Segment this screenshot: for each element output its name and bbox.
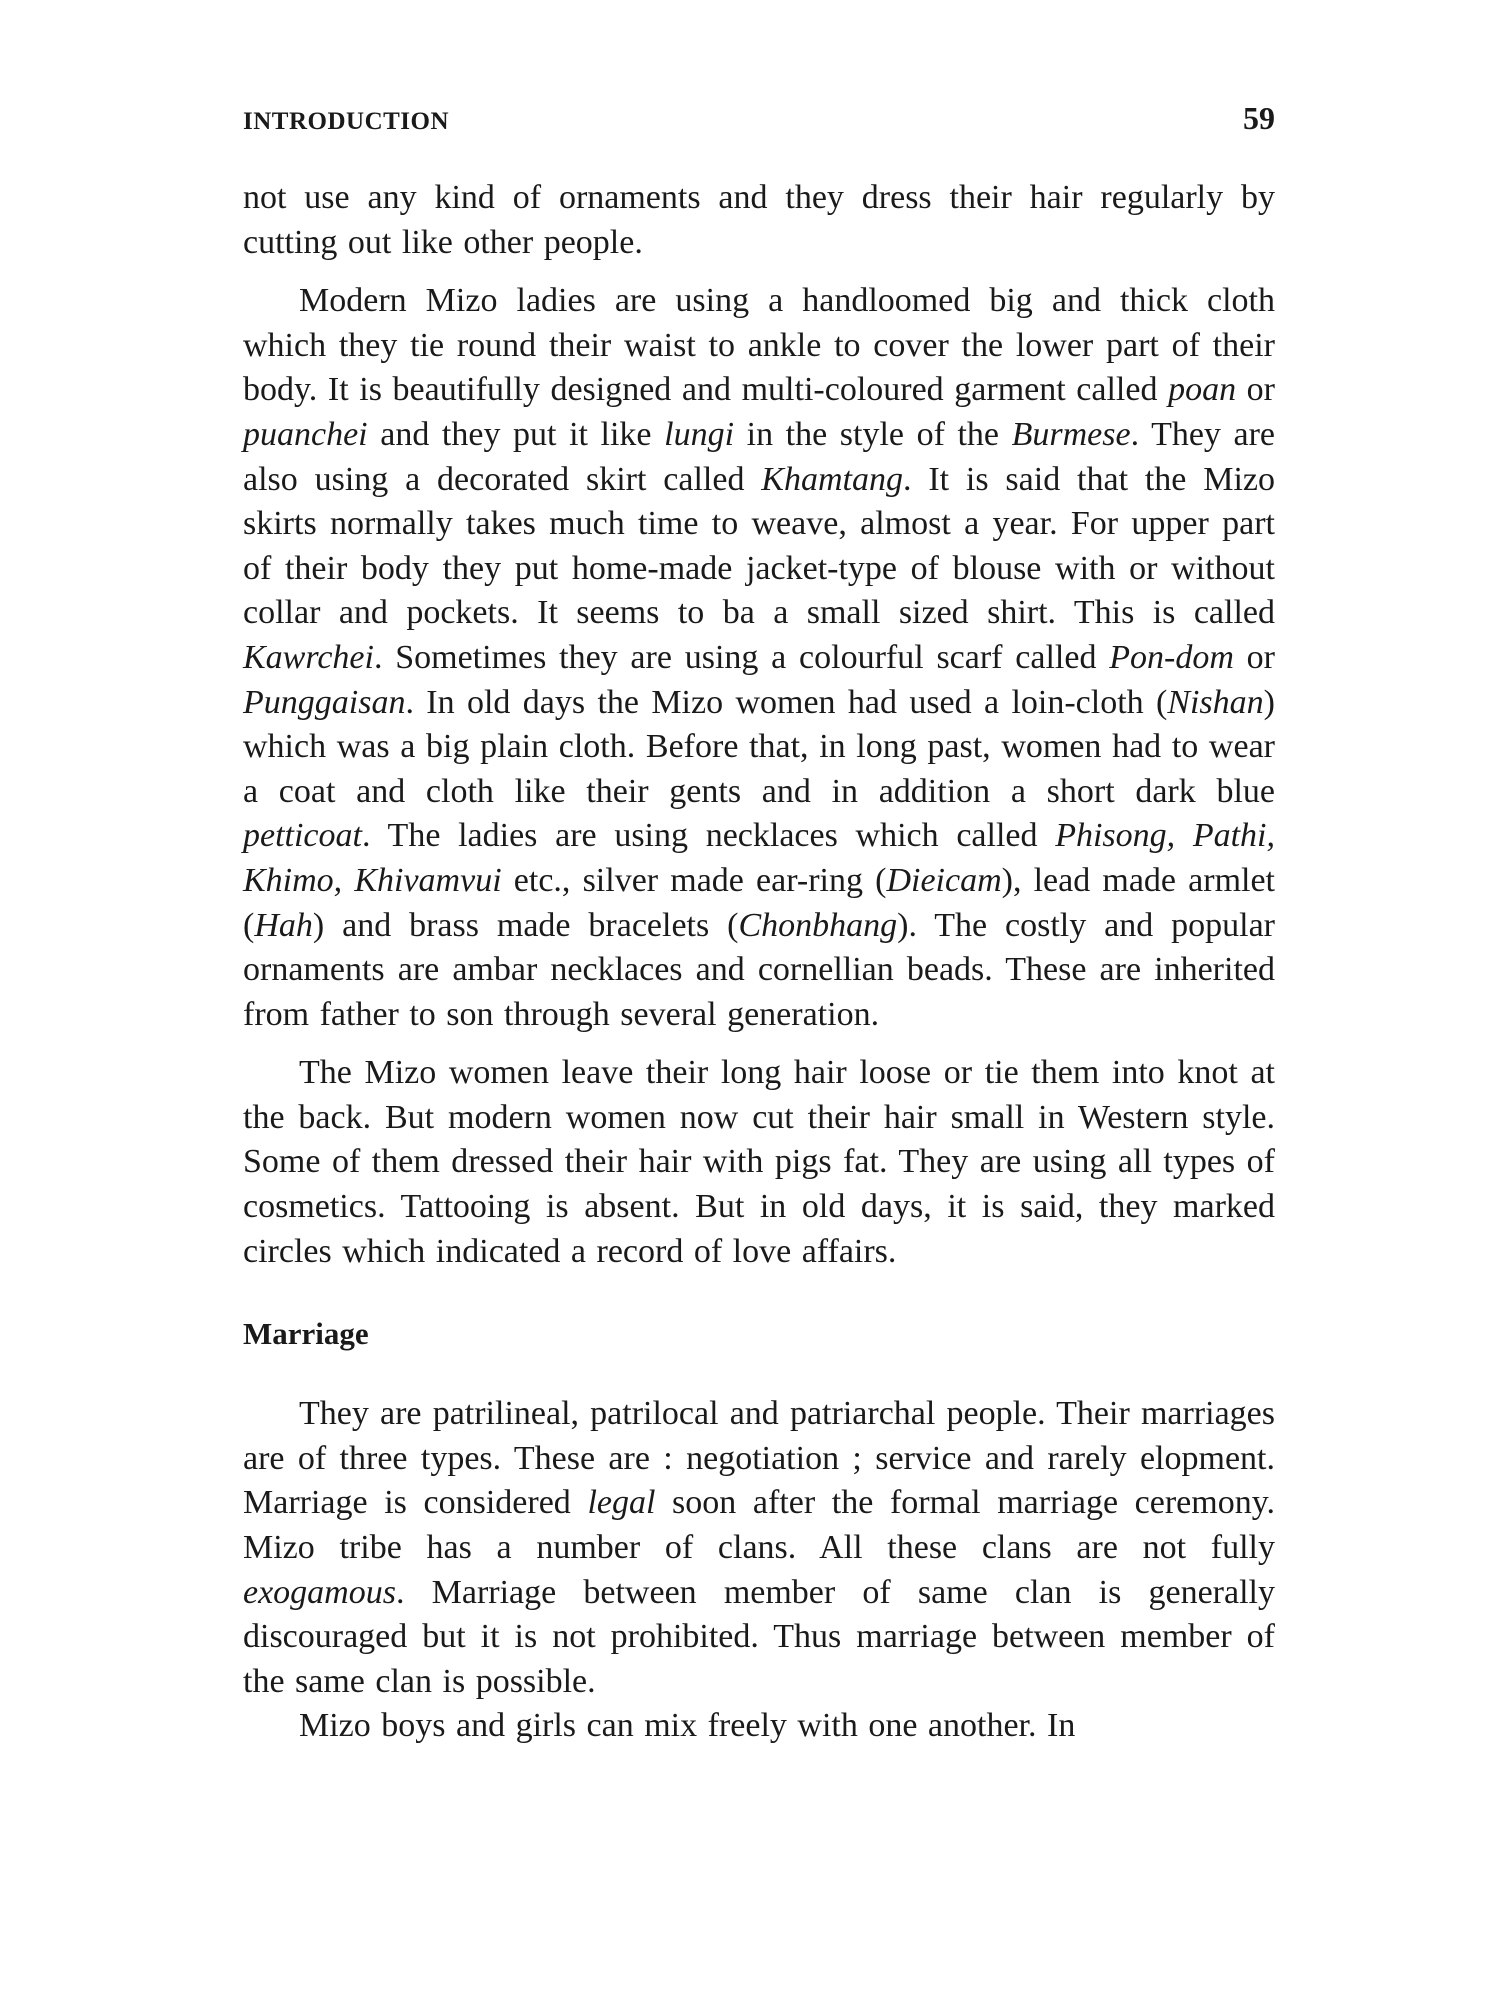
running-head	[243, 100, 1275, 148]
section-title: INTRODUCTION	[243, 108, 450, 135]
term-burmese: Burmese	[1011, 415, 1131, 453]
paragraph-continued: not use any kind of ornaments and they dress their hair regularly by cutting out like other people.	[243, 179, 1275, 261]
paragraph-marriage: They are patrilineal, patrilocal and patriarchal people. Their marriages are of three types. These are : negotiation ; service and rarely elopment. Marriage is considered legal soon after the formal marriage ceremony. Mizo tribe has a number of clans. All these clans are not fully exogamous. Marriage between member of same clan is generally discouraged but it is not prohibited. Thus marriage between member of the same clan is possible.	[243, 1395, 1276, 1700]
term-hah: Hah	[254, 906, 313, 944]
term-lungi: lungi	[664, 415, 735, 453]
section-heading-marriage: Marriage	[243, 1316, 369, 1352]
term-chonbhang: Chonbhang	[738, 906, 898, 944]
paragraph-hair: The Mizo women leave their long hair loose or tie them into knot at the back. But modern women now cut their hair small in Western style. Some of them dressed their hair with pigs fat. They are using all types of cosmetics. Tattooing is absent. But in old days, it is said, they marked circles which indicated a record of love affairs.	[243, 1054, 1275, 1270]
term-necklaces: Phisong, Pathi, Khimo, Khivamvui	[243, 817, 1275, 899]
term-khamtang: Khamtang	[761, 460, 903, 498]
term-legal: legal	[587, 1484, 656, 1522]
term-puanchei: puanchei	[243, 415, 368, 453]
term-nishan: Nishan	[1167, 683, 1264, 721]
term-punggaisan: Punggaisan	[243, 683, 406, 721]
paragraph-dress: Modern Mizo ladies are using a handloomed big and thick cloth which they tie round their waist to ankle to cover the lower part of their body. It is beautifully designed and multi-coloured garment called poan or puanchei and they put it like lungi in the style of the Burmese. They are also using a decorated skirt called Khamtang. It is said that the Mizo skirts normally takes much time to weave, almost a year. For upper part of their body they put home-made jacket-type of blouse with or without collar and pockets. It seems to ba a small sized shirt. This is called Kawrchei. Sometimes they are using a colourful scarf called Pon-dom or Punggaisan. In old days the Mizo women had used a loin-cloth (Nishan) which was a big plain cloth. Before that, in long past, women had to wear a coat and cloth like their gents and in addition a short dark blue petticoat. The ladies are using necklaces which called Phisong, Pathi, Khimo, Khivamvui etc., silver made ear-ring (Dieicam), lead made armlet (Hah) and brass made bracelets (Chonbhang). The costly and popular ornaments are ambar necklaces and cornellian beads. These are inherited from father to son through several generation.	[243, 282, 1276, 1033]
term-exogamous: exogamous	[243, 1573, 396, 1611]
book-page	[243, 100, 1275, 1749]
term-dieicam: Dieicam	[886, 861, 1002, 899]
term-pon-dom: Pon-dom	[1109, 638, 1234, 676]
term-petticoat: petticoat	[243, 817, 362, 855]
term-kawrchei: Kawrchei	[243, 638, 374, 676]
term-poan: poan	[1168, 371, 1237, 409]
page-number: 59	[1243, 100, 1275, 136]
paragraph-mixing: Mizo boys and girls can mix freely with one another. In	[299, 1707, 1076, 1745]
